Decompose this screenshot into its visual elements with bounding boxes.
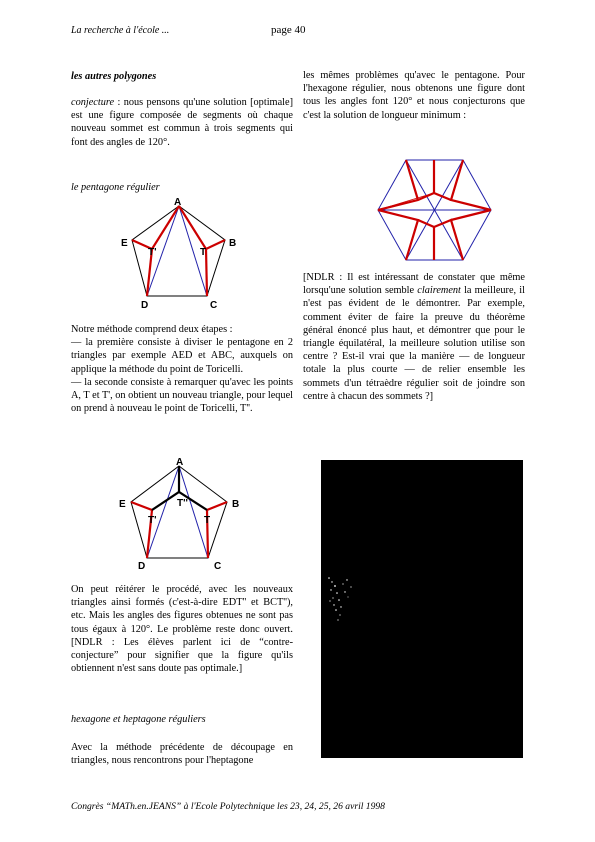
pentagon-figure-1 (115, 194, 245, 312)
method-paragraph: Notre méthode comprend deux étapes : — la première consiste à diviser le pentagone en 2 triangles par exemple AED et ABC, auxquels on applique la méthode du point de Toricelli. — la seconde consiste à remarquer qu'avec les points A, T et T', on obtient un nouveau triangle, pour lequel on prend à nouveau le point de Toricelli, T''. (71, 324, 293, 415)
running-header: La recherche à l'école ... (71, 25, 170, 36)
photo-image (321, 460, 523, 758)
repeat-paragraph: On peut réitérer le procédé, avec les nouveaux triangles ainsi formés (c'est-à-dire EDT'' et BCT''), etc. Mais les angles des figures obtenues ne sont pas tous égaux à 120°. Le problème reste donc ouvert. [NDLR : Les élèves parlent ici de “contre-conjecture” pour signifier que la figure qu'ils obtiennent n'est sans doute pas optimale.] (71, 584, 293, 675)
conjecture-text: : nous pensons qu'une solution [optimale] est une figure composée de segments où chaque nouveau sommet est commun à trois segments qui font des angles de 120°. (71, 97, 293, 148)
label-b-2: B (232, 499, 240, 510)
conjecture-label: conjecture (71, 97, 115, 108)
label-tprime: T' (148, 247, 157, 258)
label-tdoubleprime: T'' (177, 498, 188, 509)
label-b: B (229, 238, 237, 249)
footer: Congrès “MATh.en.JEANS” à l'Ecole Polytechnique les 23, 24, 25, 26 avril 1998 (71, 801, 385, 812)
label-d: D (141, 300, 149, 311)
conjecture-paragraph (71, 96, 293, 149)
pentagon-figure-2 (115, 454, 245, 574)
label-t: T (200, 247, 207, 258)
label-tprime-2: T' (148, 515, 157, 526)
label-c-2: C (214, 561, 222, 572)
label-c: C (210, 300, 218, 311)
label-a: A (174, 197, 182, 208)
label-t-2: T (204, 515, 211, 526)
right-intro-paragraph: les mêmes problèmes qu'avec le pentagone. Pour l'hexagone régulier, nous obtenons une figure dont tous les angles font 120° et nous conjecturons que c'est la solution de longueur minimum : (303, 70, 525, 121)
ndlr-paragraph: [NDLR : Il est intéressant de constater que même lorsqu'une solution semble clairement la meilleure, il n'est pas évident de le démontrer. Par exemple, comment éviter de faire la preuve du théorème général énoncé plus haut, et démontrer que pour le triangle équilatéral, la meilleure solution utilise son centre ? Est-il vrai que la manière — de longueur totale la plus courte — de relier ensemble les sommets d'un tétraèdre régulier soit de joindre son centre à chacun des sommets ?] (303, 272, 525, 402)
label-e: E (121, 238, 128, 249)
pentagon-title: le pentagone régulier (71, 182, 160, 193)
label-a-2: A (176, 457, 184, 468)
photo-speckles (321, 460, 523, 758)
hexagon-paragraph: Avec la méthode précédente de découpage en triangles, nous rencontrons pour l'heptagone (71, 742, 293, 767)
hexagon-title: hexagone et heptagone réguliers (71, 714, 206, 725)
page-number: page 40 (271, 24, 306, 36)
section-title: les autres polygones (71, 71, 157, 82)
label-d-2: D (138, 561, 146, 572)
label-e-2: E (119, 499, 126, 510)
hexagon-figure (375, 156, 495, 266)
